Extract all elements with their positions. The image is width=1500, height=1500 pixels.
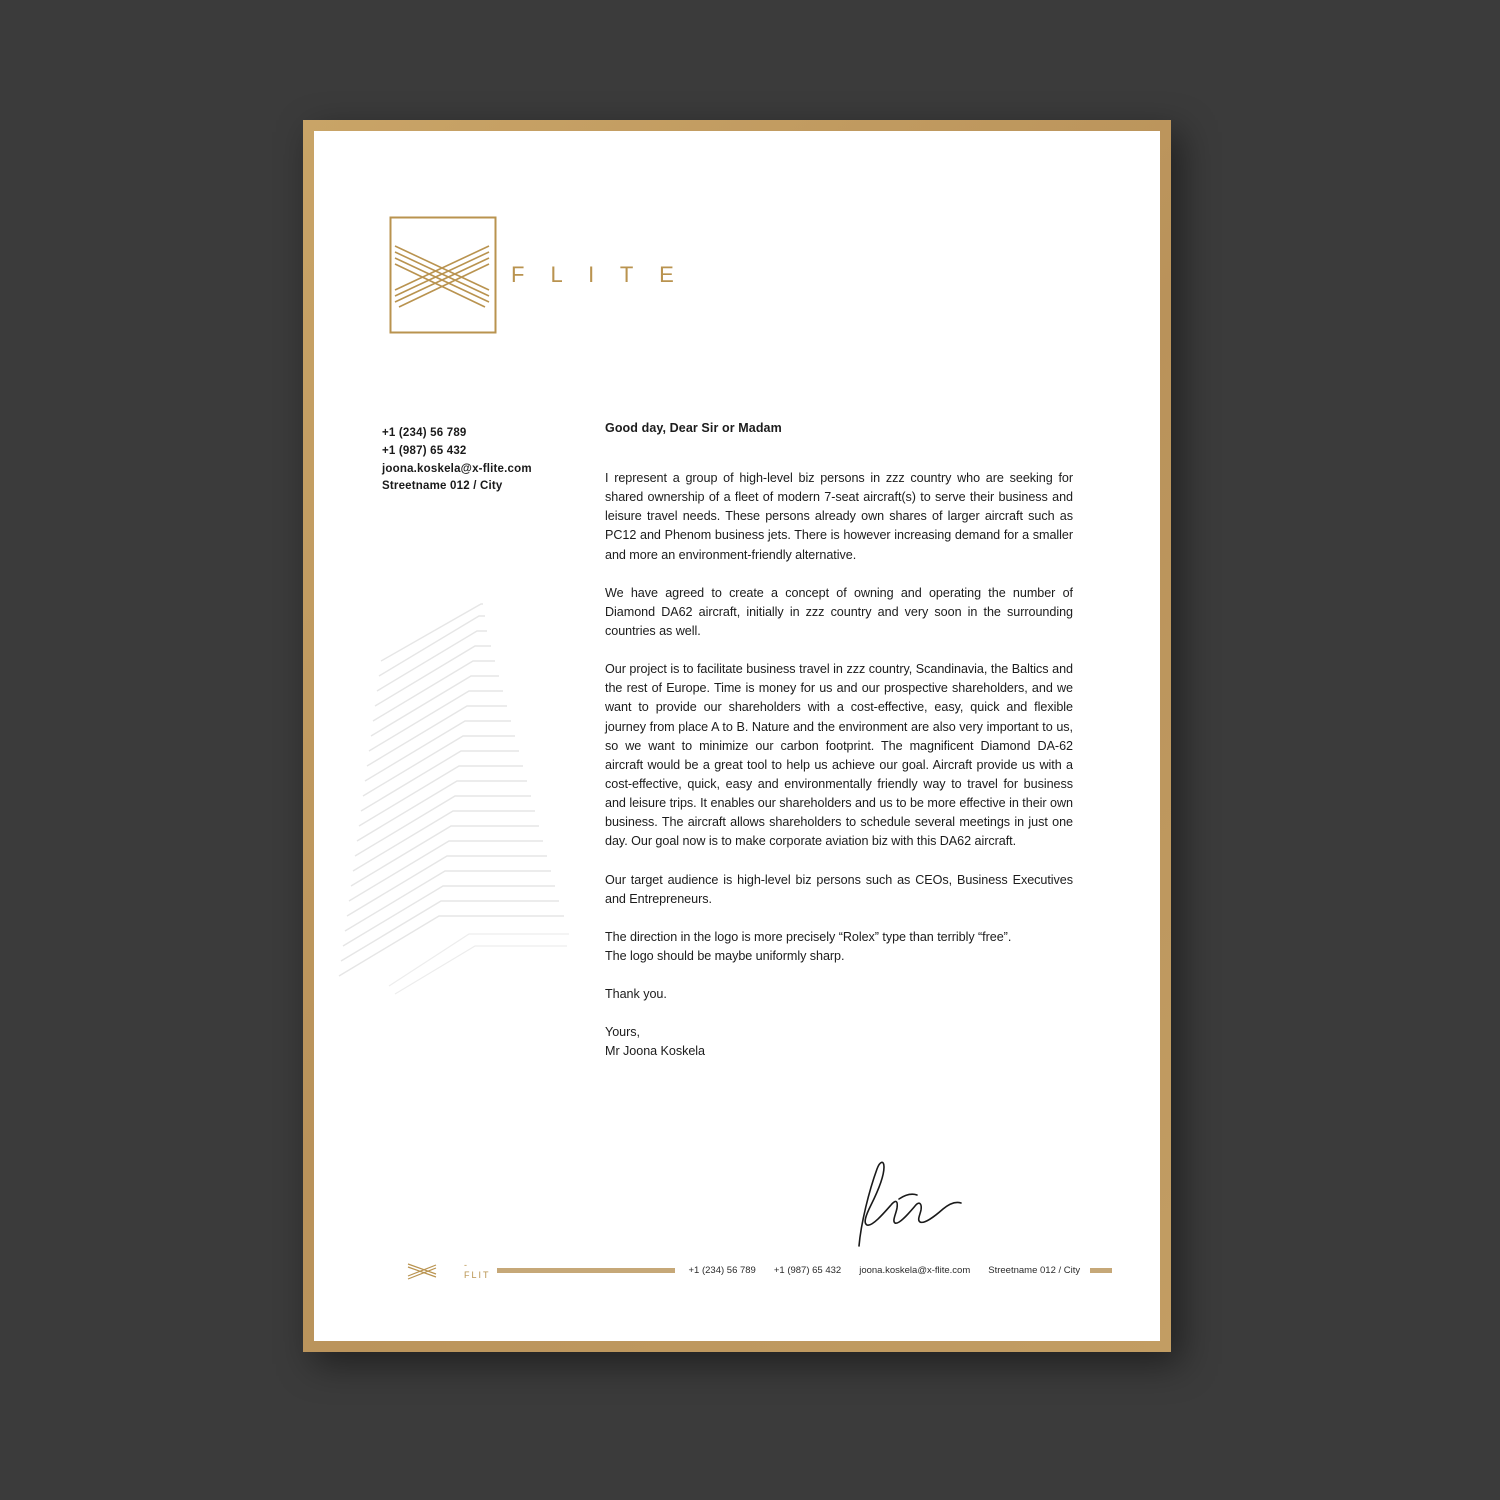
letter-paragraph: Our project is to facilitate business travel in zzz country, Scandinavia, the Baltics and the rest of Europe. Time is money for us and our prospective shareholders, and we want to provide our shareholders with a cost-effective, easy, quick and flexible journey from place A to B. Nature and the environment are also very important to us, so we want to minimize our carbon footprint. The magnificent Diamond DA-62 aircraft would be a great tool to help us achieve our goal. Aircraft provide us with a cost-effective, quick, easy and environmentally friendly way to travel for business and leisure trips. It enables our shareholders and us to be more effective in their own business. The aircraft allows shareholders to schedule several meetings in just one day. Our goal now is to make corporate aviation biz with this DA62 aircraft.	[605, 662, 1073, 849]
letter-logo-note-line2: The logo should be maybe uniformly sharp.	[605, 948, 845, 963]
letter-thanks: Thank you.	[605, 987, 667, 1002]
letter-paragraph: We have agreed to create a concept of owning and operating the number of Diamond DA62 aircraft, initially in zzz country and very soon in the surrounding countries as well.	[605, 585, 1073, 638]
footer-contact-list	[689, 1265, 1081, 1276]
footer-rule-left	[497, 1268, 675, 1273]
letterhead-page-border	[303, 120, 1171, 1352]
contact-phone-secondary: +1 (987) 65 432	[382, 444, 467, 457]
contact-address: Streetname 012 / City	[382, 480, 503, 493]
footer-rule-right	[1090, 1268, 1112, 1273]
letter-logo-note-line1: The direction in the logo is more precisely “Rolex” type than terribly “free”.	[605, 929, 1012, 944]
footer-logo-icon	[406, 1260, 462, 1280]
x-flite-logo-icon	[389, 216, 497, 334]
brand-wordmark: F L I T E	[511, 262, 684, 287]
letter-paragraph: I represent a group of high-level biz persons in zzz country who are seeking for shared ownership of a fleet of modern 7-seat aircraft(s) to serve their business and leisure travel needs. These persons already own shares of larger aircraft such as PC12 and Phenom business jets. There is however increasing demand for a smaller and more an environment-friendly alternative.	[605, 471, 1073, 562]
letterhead-page	[314, 131, 1160, 1341]
letter-body	[605, 421, 1073, 1081]
letter-salutation: Good day, Dear Sir or Madam	[605, 421, 782, 435]
contact-phone-primary: +1 (234) 56 789	[382, 427, 467, 439]
letter-signer-name: Mr Joona Koskela	[605, 1044, 705, 1059]
brand-logo	[389, 216, 684, 334]
handwritten-signature-icon	[839, 1151, 979, 1261]
decorative-lines-watermark	[319, 586, 579, 1006]
footer-address: Streetname 012 / City	[988, 1264, 1081, 1276]
footer-phone-primary: +1 (234) 56 789	[688, 1264, 756, 1276]
page-footer	[314, 1257, 1160, 1283]
contact-email: joona.koskela@x-flite.com	[382, 462, 532, 475]
letter-closing: Yours,	[605, 1025, 640, 1040]
footer-email: joona.koskela@x-flite.com	[859, 1264, 971, 1276]
sender-contact-block	[382, 425, 532, 496]
footer-wordmark: -FLIT	[464, 1260, 491, 1280]
letter-paragraph: Our target audience is high-level biz persons such as CEOs, Business Executives and Entrepreneurs.	[605, 872, 1073, 906]
footer-phone-secondary: +1 (987) 65 432	[773, 1264, 842, 1276]
